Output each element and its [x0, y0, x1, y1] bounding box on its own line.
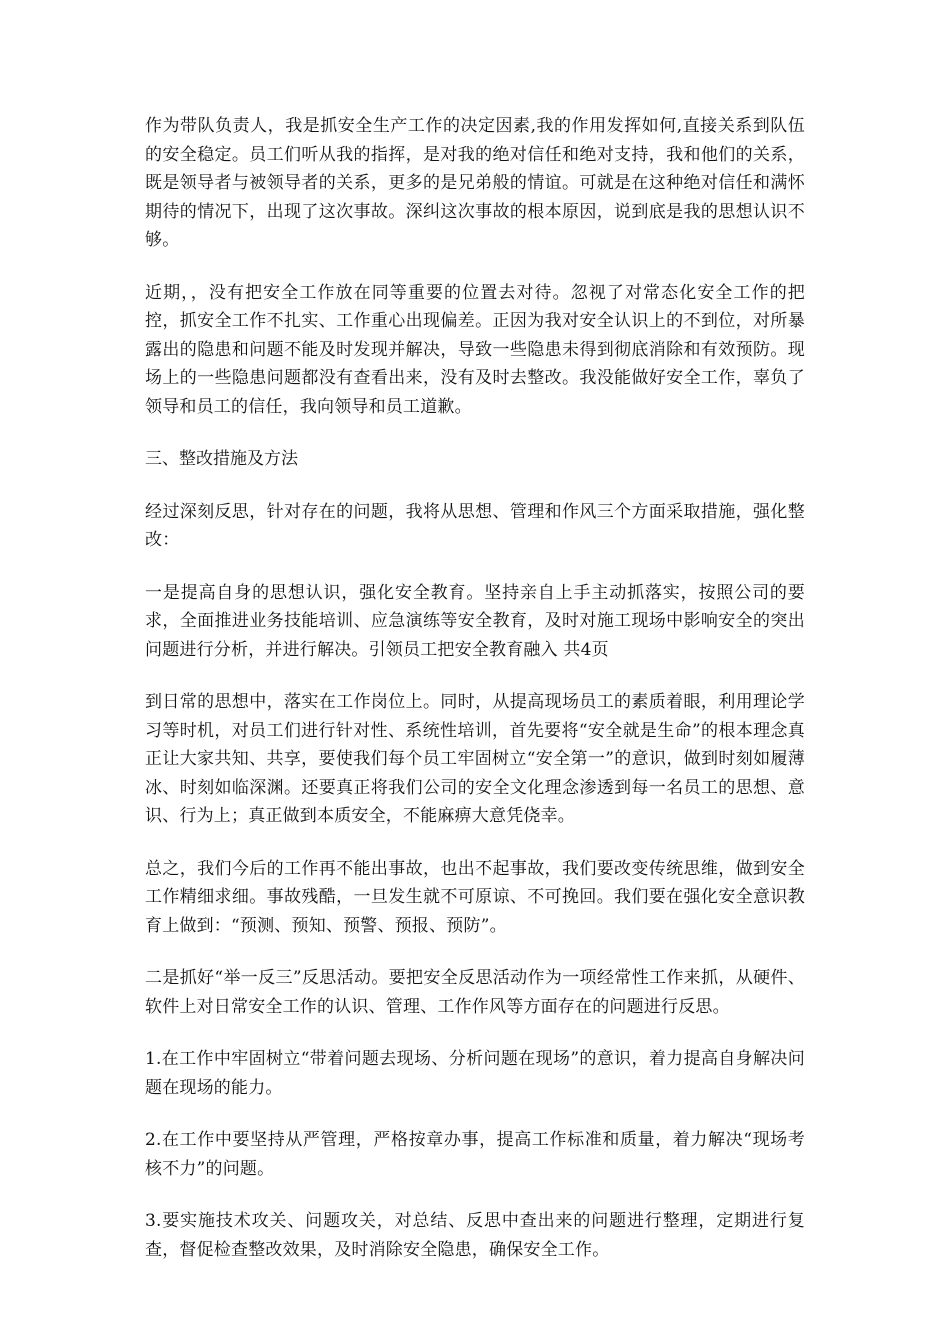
paragraph-summary: 总之，我们今后的工作再不能出事故，也出不起事故，我们要改变传统思维，做到安全工作精细求细。事故残酷，一旦发生就不可原谅、不可挽回。我们要在强化安全意识教育上做到：“预测、预知、预警、预报、预防”。: [145, 858, 805, 936]
paragraph-intro-measures: 经过深刻反思，针对存在的问题，我将从思想、管理和作风三个方面采取措施，强化整改：: [145, 501, 805, 550]
list-item-1: 1.在工作中牢固树立“带着问题去现场、分析问题在现场”的意识，着力提高自身解决问题在现场的能力。: [145, 1049, 805, 1098]
paragraph-measure-one-continued: 到日常的思想中，落实在工作岗位上。同时，从提高现场员工的素质着眼，利用理论学习等时机，对员工们进行针对性、系统性培训，首先要将“安全就是生命”的根本理念真正让大家共知、共享，要使我们每个员工牢固树立“安全第一”的意识，做到时刻如履薄冰、时刻如临深渊。还要真正将我们公司的安全文化理念渗透到每一名员工的思想、意识、行为上；真正做到本质安全，不能麻痹大意凭侥幸。: [145, 692, 805, 826]
document-body: [145, 112, 805, 1288]
list-item-3: 3.要实施技术攻关、问题攻关，对总结、反思中查出来的问题进行整理，定期进行复查，督促检查整改效果，及时消除安全隐患，确保安全工作。: [145, 1211, 805, 1260]
list-item-2: 2.在工作中要坚持从严管理，严格按章办事，提高工作标准和质量，着力解决“现场考核不力”的问题。: [145, 1130, 805, 1179]
paragraph-responsibility: 作为带队负责人，我是抓安全生产工作的决定因素,我的作用发挥如何,直接关系到队伍的安全稳定。员工们听从我的指挥，是对我的绝对信任和绝对支持，我和他们的关系，既是领导者与被领导者的关系，更多的是兄弟般的情谊。可就是在这种绝对信任和满怀期待的情况下，出现了这次事故。深纠这次事故的根本原因，说到底是我的思想认识不够。: [145, 116, 805, 250]
paragraph-recent-issues: 近期，，没有把安全工作放在同等重要的位置去对待。忽视了对常态化安全工作的把控，抓安全工作不扎实、工作重心出现偏差。正因为我对安全认识上的不到位，对所暴露出的隐患和问题不能及时发现并解决，导致一些隐患未得到彻底消除和有效预防。现场上的一些隐患问题都没有查看出来，没有及时去整改。我没能做好安全工作，辜负了领导和员工的信任，我向领导和员工道歉。: [145, 282, 805, 417]
paragraph-measure-one: 一是提高自身的思想认识，强化安全教育。坚持亲自上手主动抓落实，按照公司的要求，全面推进业务技能培训、应急演练等安全教育，及时对施工现场中影响安全的突出问题进行分析，并进行解决。引领员工把安全教育融入 共4页: [145, 582, 805, 660]
paragraph-measure-two: 二是抓好“举一反三”反思活动。要把安全反思活动作为一项经常性工作来抓，从硬件、软件上对日常安全工作的认识、管理、工作作风等方面存在的问题进行反思。: [145, 968, 805, 1017]
section-heading-rectification: 三、整改措施及方法: [145, 449, 298, 469]
